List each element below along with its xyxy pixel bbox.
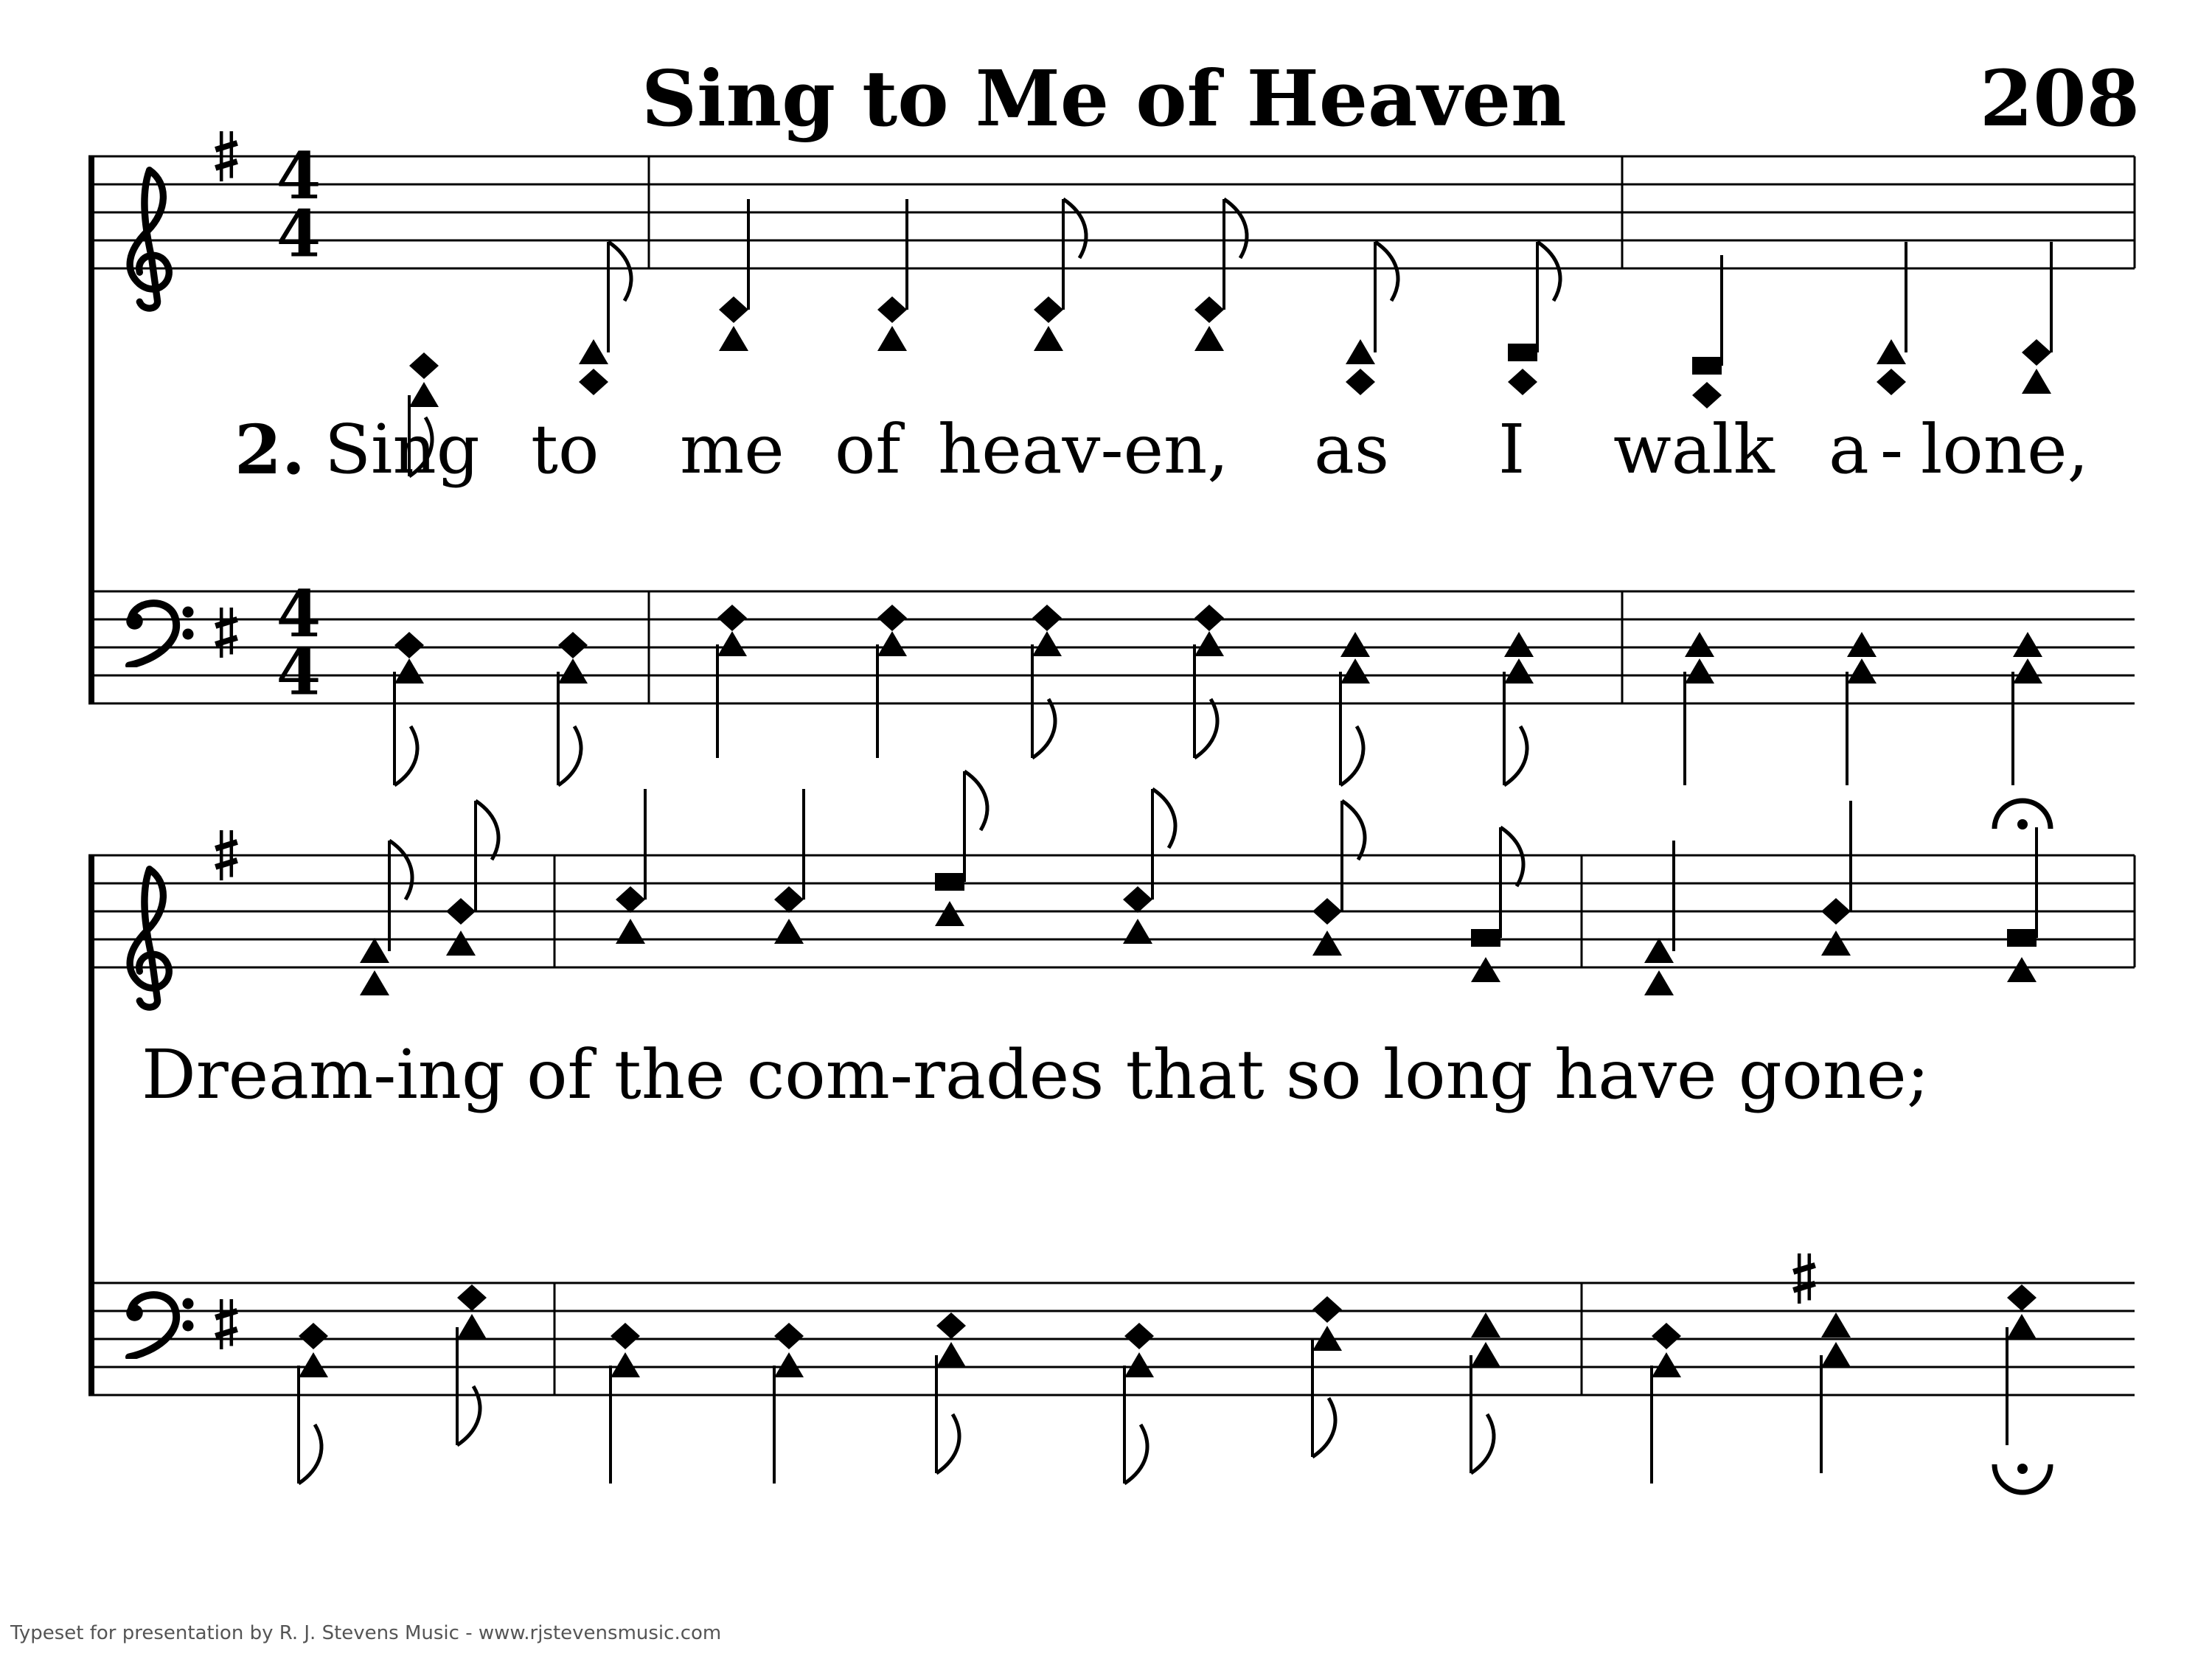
- note-flag: [1375, 242, 1398, 301]
- hymn-number: 208: [1979, 53, 2140, 144]
- note-head: [1692, 357, 1722, 375]
- note-head: [1504, 658, 1534, 684]
- sharp-icon: [215, 1295, 237, 1349]
- lyric-syllable: a: [1829, 410, 1869, 489]
- note-head: [877, 296, 907, 323]
- note-head: [935, 873, 964, 891]
- note-flag: [1194, 699, 1217, 758]
- note-head: [774, 919, 804, 944]
- note-head: [2022, 369, 2051, 394]
- time-signature: [276, 577, 321, 709]
- time-signature: [276, 139, 321, 271]
- note-head: [1504, 632, 1534, 657]
- sharp-icon: [215, 604, 237, 658]
- note-head: [1821, 898, 1851, 925]
- note-head: [774, 1352, 804, 1377]
- note-flag: [394, 726, 417, 785]
- note-head: [1124, 1323, 1154, 1349]
- note-flag: [1537, 242, 1560, 301]
- note-head: [1034, 296, 1063, 323]
- lyric-line-1: [234, 410, 305, 490]
- lyric-line-2: Dream-ing of the com-rades that so long have gone;: [142, 1035, 1930, 1114]
- lyric-syllable: walk: [1613, 410, 1775, 489]
- note-head: [558, 658, 588, 684]
- note-flag: [1224, 199, 1247, 258]
- note-head: [1847, 658, 1877, 684]
- note-flag: [1124, 1425, 1147, 1484]
- note-head: [1877, 339, 1906, 364]
- note-head: [616, 886, 645, 913]
- note-flag: [1063, 199, 1086, 258]
- note-flag: [1504, 726, 1527, 785]
- note-flag: [1032, 699, 1055, 758]
- lyric-syllable: I: [1498, 410, 1526, 489]
- note-head: [1471, 957, 1500, 982]
- note-head: [558, 632, 588, 658]
- note-head: [1821, 1342, 1851, 1367]
- note-head: [1877, 369, 1906, 395]
- bass-clef-icon: [126, 1295, 193, 1357]
- note-head: [1508, 369, 1537, 395]
- note-flag: [1471, 1414, 1494, 1473]
- note-head: [1124, 1352, 1154, 1377]
- note-head: [1692, 382, 1722, 408]
- treble-clef-icon: [130, 170, 169, 308]
- note-head: [877, 631, 907, 656]
- note-head: [2007, 1314, 2037, 1339]
- note-head: [1508, 344, 1537, 361]
- note-flag: [936, 1414, 959, 1473]
- note-head: [1821, 931, 1851, 956]
- note-head: [935, 901, 964, 926]
- note-head: [1123, 886, 1152, 913]
- note-head: [579, 369, 608, 395]
- note-head: [717, 631, 747, 656]
- note-head: [409, 352, 439, 379]
- note-head: [1652, 1352, 1681, 1377]
- note-head: [1644, 938, 1674, 963]
- note-flag: [964, 771, 987, 830]
- note-flag: [476, 801, 498, 860]
- note-head: [1346, 369, 1375, 395]
- note-flag: [299, 1425, 321, 1484]
- note-head: [446, 898, 476, 925]
- note-head: [936, 1342, 966, 1367]
- note-head: [299, 1352, 328, 1377]
- note-head: [1032, 605, 1062, 631]
- note-head: [1340, 658, 1370, 684]
- note-head: [1346, 339, 1375, 364]
- note-head: [360, 970, 389, 995]
- note-head: [611, 1352, 640, 1377]
- footer-credit: Typeset for presentation by R. J. Stevens Music - www.rjstevensmusic.com: [10, 1622, 722, 1644]
- note-flag: [1152, 789, 1175, 848]
- note-head: [1644, 970, 1674, 995]
- note-head: [1471, 929, 1500, 947]
- note-head: [394, 632, 424, 658]
- note-head: [2007, 1284, 2037, 1311]
- hymn-title: Sing to Me of Heaven: [641, 53, 1567, 144]
- note-head: [774, 886, 804, 913]
- note-head: [446, 931, 476, 956]
- note-head: [360, 938, 389, 963]
- note-head: [1685, 658, 1714, 684]
- note-flag: [1342, 801, 1365, 860]
- note-head: [1652, 1323, 1681, 1349]
- treble-clef-icon: [130, 869, 169, 1007]
- note-head: [616, 919, 645, 944]
- sharp-icon: [215, 827, 237, 880]
- lyric-syllable: as: [1314, 410, 1390, 489]
- note-head: [1194, 631, 1224, 656]
- lyric-syllable: of: [835, 410, 901, 489]
- note-head: [1340, 632, 1370, 657]
- note-head: [611, 1323, 640, 1349]
- note-head: [1194, 605, 1224, 631]
- verse-number: 2.: [234, 410, 306, 490]
- note-head: [1312, 931, 1342, 956]
- note-flag: [608, 242, 631, 301]
- note-flag: [1312, 1398, 1335, 1457]
- note-head: [1123, 919, 1152, 944]
- lyric-syllable: heav-en,: [938, 410, 1229, 489]
- note-head: [2022, 339, 2051, 366]
- note-head: [2007, 929, 2037, 947]
- note-head: [1032, 631, 1062, 656]
- lyric-syllable: Sing: [324, 410, 480, 489]
- note-head: [1821, 1312, 1851, 1338]
- note-flag: [1500, 827, 1523, 886]
- note-head: [1685, 632, 1714, 657]
- notes: [299, 199, 2051, 1492]
- note-head: [1471, 1312, 1500, 1338]
- note-head: [2007, 957, 2037, 982]
- lyric-syllable: me: [680, 410, 785, 489]
- note-head: [2013, 658, 2042, 684]
- note-head: [719, 326, 748, 351]
- note-head: [936, 1312, 966, 1339]
- fermata-icon: [2017, 819, 2028, 830]
- note-head: [579, 339, 608, 364]
- clefs-and-signatures: [126, 128, 321, 1357]
- note-head: [409, 382, 439, 407]
- note-head: [457, 1284, 487, 1311]
- note-head: [877, 326, 907, 351]
- note-head: [1194, 326, 1224, 351]
- note-flag: [389, 841, 412, 900]
- fermata-icon: [2017, 1464, 2028, 1474]
- note-head: [1847, 632, 1877, 657]
- note-flag: [1340, 726, 1363, 785]
- note-head: [717, 605, 747, 631]
- note-head: [877, 605, 907, 631]
- lyric-syllable: to: [531, 410, 599, 489]
- note-head: [774, 1323, 804, 1349]
- note-head: [394, 658, 424, 684]
- lyric-syllable: lone,: [1921, 410, 2089, 489]
- note-head: [2013, 632, 2042, 657]
- note-head: [1194, 296, 1224, 323]
- note-head: [719, 296, 748, 323]
- note-flag: [558, 726, 581, 785]
- note-head: [1312, 1296, 1342, 1323]
- sharp-icon: [1793, 1250, 1815, 1304]
- note-head: [1312, 898, 1342, 925]
- note-head: [1471, 1342, 1500, 1367]
- sharp-icon: [215, 128, 237, 181]
- note-head: [299, 1323, 328, 1349]
- lyric-syllable: -: [1880, 410, 1904, 489]
- note-head: [1034, 326, 1063, 351]
- note-head: [457, 1314, 487, 1339]
- bass-clef-icon: [126, 603, 193, 665]
